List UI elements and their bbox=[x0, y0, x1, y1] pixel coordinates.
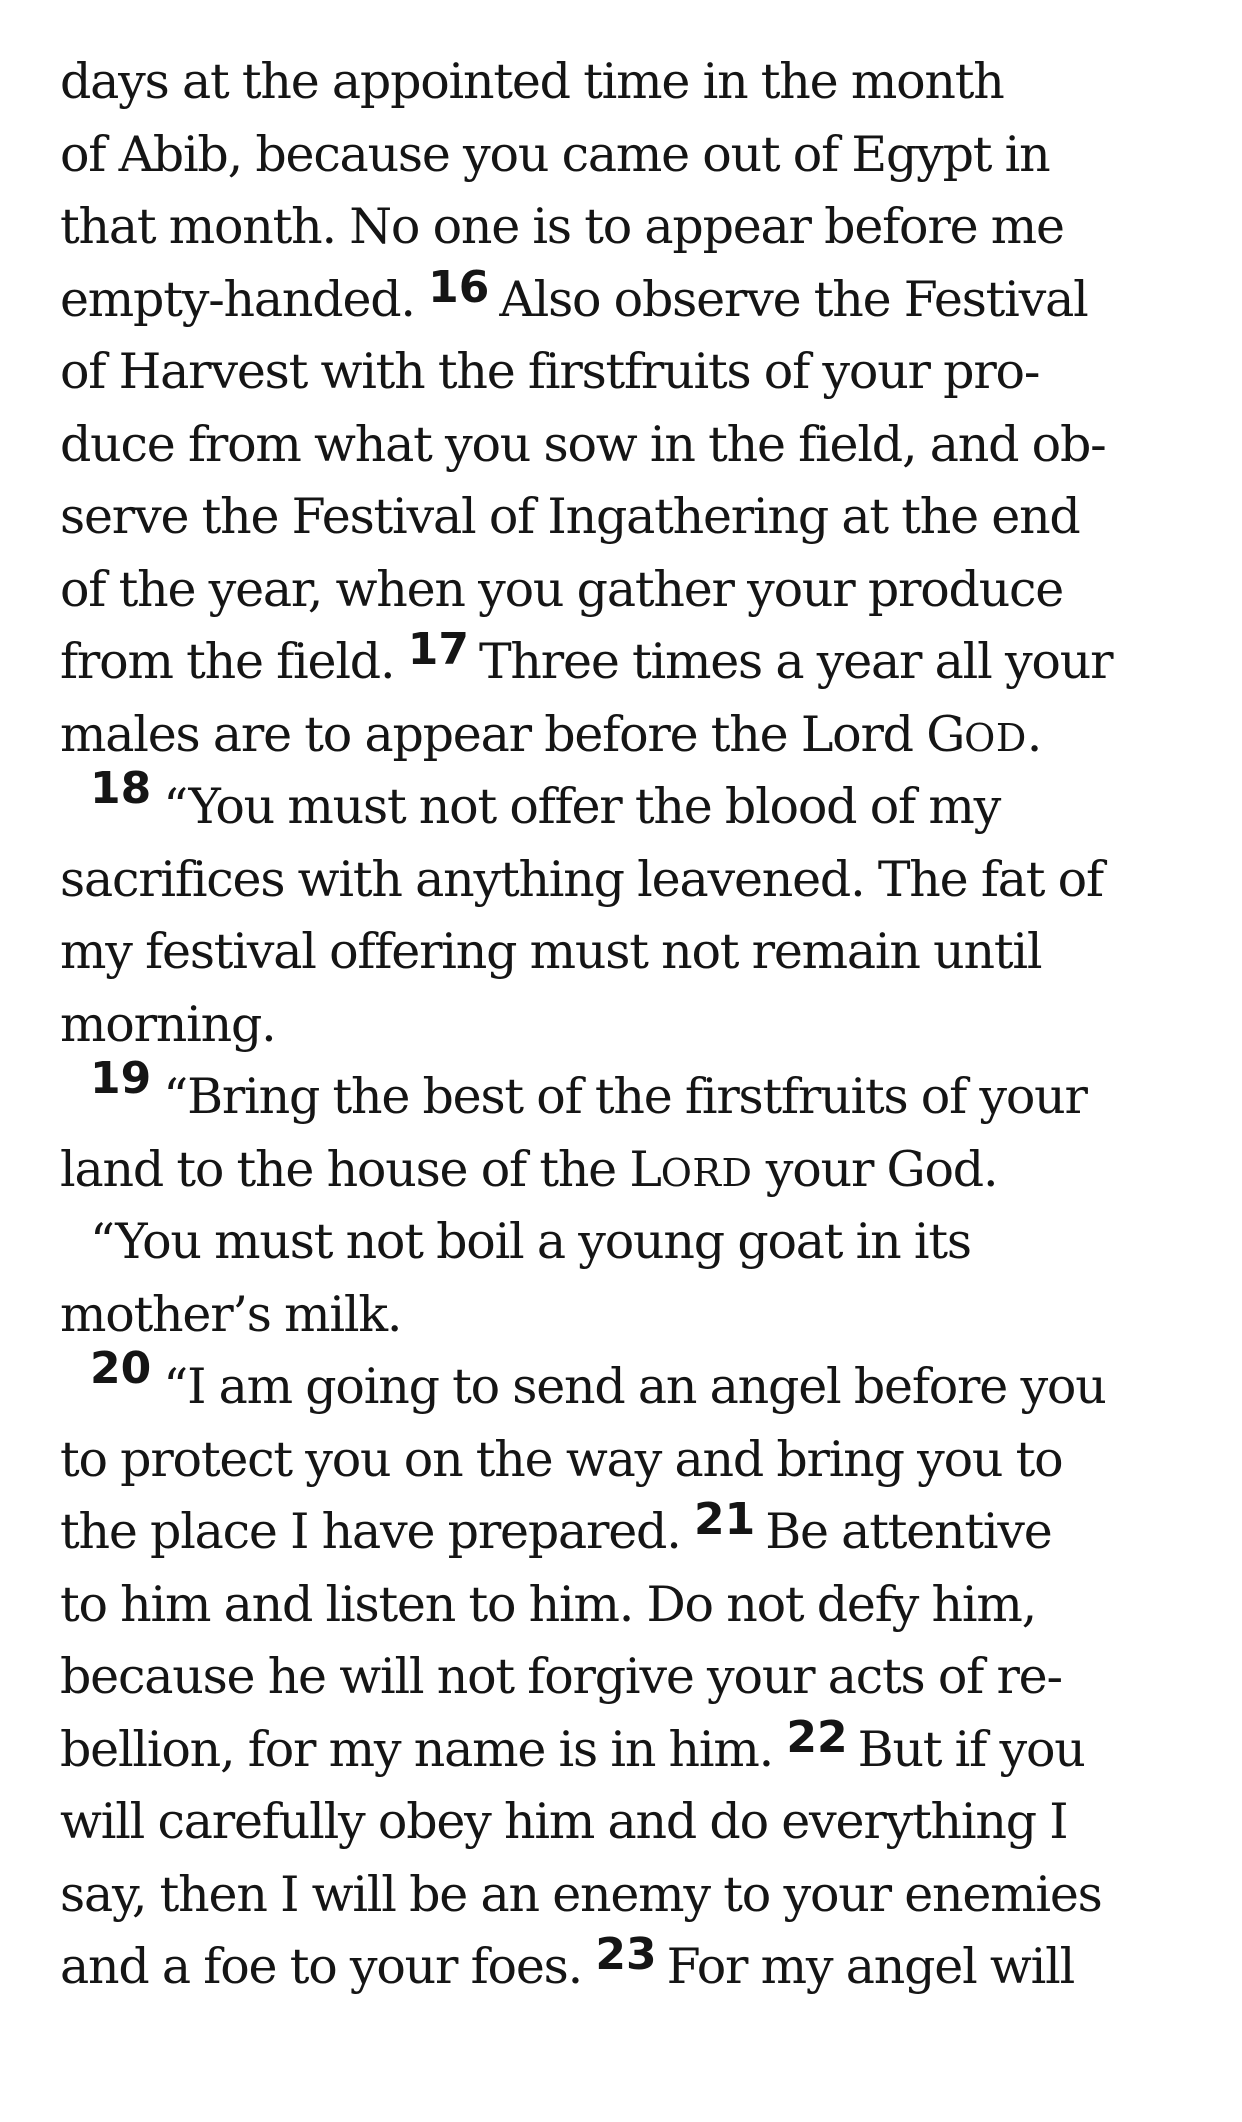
text-line-7: serve the Festival of Ingathering at the end bbox=[60, 488, 1080, 545]
verse-number-19[interactable]: 19 bbox=[90, 1053, 152, 1104]
text-line-25: will carefully obey him and do everything I bbox=[60, 1793, 1068, 1850]
text-line-18: mother’s milk. bbox=[60, 1285, 402, 1343]
text-line-20: to protect you on the way and bring you to bbox=[60, 1430, 1063, 1488]
text-line-19: 20 “I am going to send an angel before you bbox=[90, 1343, 1106, 1415]
text-line-6: duce from what you sow in the field, and ob- bbox=[60, 415, 1106, 473]
text-line-3: that month. No one is to appear before me bbox=[60, 198, 1064, 255]
verse-number-16[interactable]: 16 bbox=[428, 261, 490, 313]
text-line-1: days at the appointed time in the month bbox=[60, 53, 1004, 110]
text-line-12: sacrifices with anything leavened. The fat of bbox=[60, 850, 1103, 908]
text-line-22: to him and listen to him. Do not defy him, bbox=[60, 1575, 1036, 1633]
text-line-27: and a foe to your foes. 23 For my angel will bbox=[60, 1929, 1075, 1995]
text-line-9: from the field. 17 Three times a year all your bbox=[60, 624, 1113, 690]
scripture-text bbox=[60, 46, 1200, 2004]
text-line-8: of the year, when you gather your produce bbox=[60, 560, 1064, 618]
text-line-13: my festival offering must not remain until bbox=[60, 923, 1042, 980]
verse-number-20[interactable]: 20 bbox=[90, 1343, 152, 1394]
verse-number-18[interactable]: 18 bbox=[90, 763, 152, 814]
text-line-4: empty-handed. 16 Also observe the Festival bbox=[60, 261, 1088, 328]
text-line-14: morning. bbox=[60, 995, 276, 1053]
verse-number-17[interactable]: 17 bbox=[407, 624, 469, 675]
text-line-23: because he will not forgive your acts of re- bbox=[60, 1648, 1062, 1705]
verse-number-22[interactable]: 22 bbox=[786, 1711, 848, 1763]
text-line-5: of Harvest with the firstfruits of your pro- bbox=[60, 343, 1040, 400]
text-line-21: the place I have prepared. 21 Be attentive bbox=[60, 1494, 1052, 1560]
verse-number-23[interactable]: 23 bbox=[595, 1929, 657, 1980]
text-line-11: 18 “You must not offer the blood of my bbox=[90, 763, 1001, 835]
text-line-10: males are to appear before the Lord GOD. bbox=[60, 705, 1042, 763]
text-line-2: of Abib, because you came out of Egypt in bbox=[60, 125, 1050, 183]
text-line-16: land to the house of the LORD your God. bbox=[60, 1140, 998, 1198]
text-line-17: “You must not boil a young goat in its bbox=[90, 1213, 971, 1270]
text-line-26: say, then I will be an enemy to your enemies bbox=[60, 1865, 1102, 1923]
text-line-15: 19 “Bring the best of the firstfruits of your bbox=[90, 1053, 1087, 1125]
text-line-24: bellion, for my name is in him. 22 But if you bbox=[60, 1711, 1085, 1778]
verse-number-21[interactable]: 21 bbox=[693, 1494, 756, 1545]
